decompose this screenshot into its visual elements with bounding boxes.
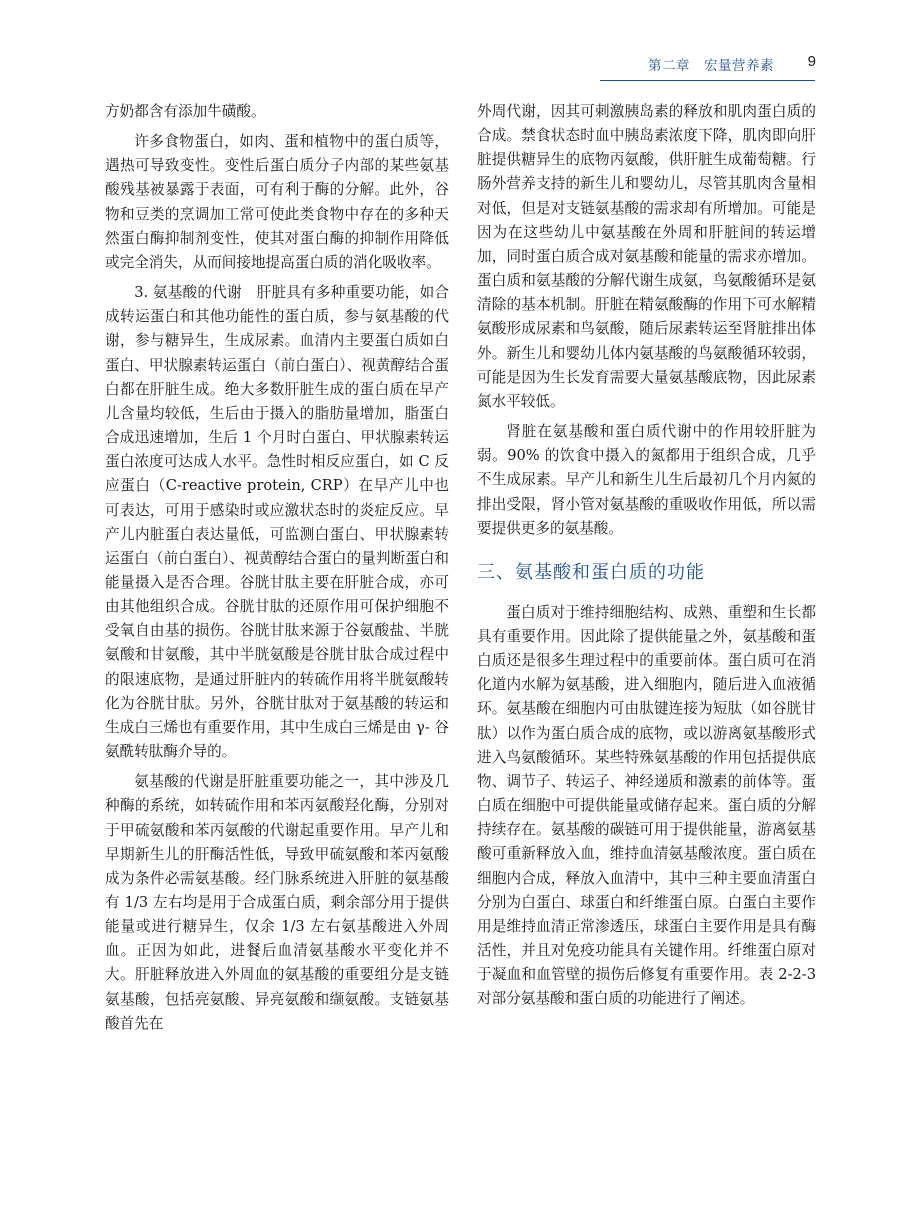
paragraph: 许多食物蛋白，如肉、蛋和植物中的蛋白质等，遇热可导致变性。变性后蛋白质分子内部的某些氨基酸残基被暴露于表面，可有利于酶的分解。此外，谷物和豆类的烹调加工常可使此类食物中存在的多种天然蛋白酶抑制剂变性，使其对蛋白酶的抑制作用降低或完全消失，从而间接地提高蛋白质的消化吸收率。 (105, 133, 449, 271)
right-column (477, 100, 816, 1011)
paragraph: 外周代谢，因其可刺激胰岛素的释放和肌肉蛋白质的合成。禁食状态时血中胰岛素浓度下降，肌肉即向肝脏提供糖异生的底物丙氨酸，供肝脏生成葡萄糖。行肠外营养支持的新生儿和婴幼儿，尽管其肌肉含量相对低，但是对支链氨基酸的需求却有所增加。可能是因为在这些幼儿中氨基酸在外周和肝脏间的转运增加，同时蛋白质合成对氨基酸和能量的需求亦增加。蛋白质和氨基酸的分解代谢生成氨，鸟氨酸循环是氨清除的基本机制。肝脏在精氨酸酶的作用下可水解精氨酸形成尿素和鸟氨酸，随后尿素转运至肾脏排出体外。新生儿和婴幼儿体内氨基酸的鸟氨酸循环较弱，可能是因为生长发育需要大量氨基酸底物，因此尿素氮水平较低。 (477, 103, 816, 410)
left-column (105, 100, 449, 1036)
paragraph: 蛋白质对于维持细胞结构、成熟、重塑和生长都具有重要作用。因此除了提供能量之外，氨基酸和蛋白质还是很多生理过程中的重要前体。蛋白质可在消化道内水解为氨基酸，进入细胞内，随后进入血液循环。氨基酸在细胞内可由肽键连接为短肽（如谷胱甘肽）以作为蛋白质合成的底物，或以游离氨基酸形式进入鸟氨酸循环。某些特殊氨基酸的作用包括提供底物、调节子、转运子、神经递质和激素的前体等。蛋白质在细胞中可提供能量或储存起来。蛋白质的分解持续存在。氨基酸的碳链可用于提供能量，游离氨基酸可重新释放入血，维持血清氨基酸浓度。蛋白质在细胞内合成，释放入血清中，其中三种主要血清蛋白分别为白蛋白、球蛋白和纤维蛋白原。白蛋白主要作用是维持血清正常渗透压，球蛋白主要作用是具有酶活性，并且对免疫功能具有关键作用。纤维蛋白原对于凝血和血管壁的损伤后修复有重要作用。表 2-2-3 对部分氨基酸和蛋白质的功能进行了阐述。 (477, 603, 816, 1008)
chapter-title: 第二章 宏量营养素 (648, 58, 774, 74)
section-heading: 三、氨基酸和蛋白质的功能 (477, 561, 705, 583)
header-rule (600, 80, 815, 81)
paragraph: 肾脏在氨基酸和蛋白质代谢中的作用较肝脏为弱。90% 的饮食中摄入的氮都用于组织合成，几乎不生成尿素。早产儿和新生儿生后最初几个月内氮的排出受限，肾小管对氨基酸的重吸收作用低，所以需要提供更多的氨基酸。 (477, 423, 816, 537)
paragraph: 氨基酸的代谢是肝脏重要功能之一，其中涉及几种酶的系统，如转硫作用和苯丙氨酸羟化酶，分别对于甲硫氨酸和苯丙氨酸的代谢起重要作用。早产儿和早期新生儿的肝酶活性低，导致甲硫氨酸和苯丙氨酸成为条件必需氨基酸。经门脉系统进入肝脏的氨基酸有 1/3 左右均是用于合成蛋白质，剩余部分用于提供能量或进行糖异生，仅余 1/3 左右氨基酸进入外周血。正因为如此，进餐后血清氨基酸水平变化并不大。肝脏释放进入外周血的氨基酸的重要组分是支链氨基酸，包括亮氨酸、异亮氨酸和缬氨酸。支链氨基酸首先在 (105, 773, 449, 1032)
paragraph: 方奶都含有添加牛磺酸。 (105, 103, 266, 120)
page-number: 9 (807, 53, 816, 70)
running-header (0, 54, 900, 74)
paragraph: 3. 氨基酸的代谢 肝脏具有多种重要功能，如合成转运蛋白和其他功能性的蛋白质，参与氨基酸的代谢，参与糖异生，生成尿素。血清内主要蛋白质如白蛋白、甲状腺素转运蛋白（前白蛋白）、视黄醇结合蛋白都在肝脏生成。绝大多数肝脏生成的蛋白质在早产儿含量均较低，生后由于摄入的脂肪量增加，脂蛋白合成迅速增加，生后 1 个月时白蛋白、甲状腺素转运蛋白浓度可达成人水平。急性时相反应蛋白，如 C 反应蛋白（C-reactive protein, CRP）在早产儿中也可表达，可用于感染时或应激状态时的炎症反应。早产儿内脏蛋白表达量低，可监测白蛋白、甲状腺素转运蛋白（前白蛋白）、视黄醇结合蛋白的量判断蛋白和能量摄入是否合理。谷胱甘肽主要在肝脏合成，亦可由其他组织合成。谷胱甘肽的还原作用可保护细胞不受氧自由基的损伤。谷胱甘肽来源于谷氨酸盐、半胱氨酸和甘氨酸，其中半胱氨酸是谷胱甘肽合成过程中的限速底物，是通过肝脏内的转硫作用将半胱氨酸转化为谷胱甘肽。另外，谷胱甘肽对于氨基酸的转运和生成白三烯也有重要作用，其中生成白三烯是由 γ- 谷氨酰转肽酶介导的。 (105, 284, 449, 761)
